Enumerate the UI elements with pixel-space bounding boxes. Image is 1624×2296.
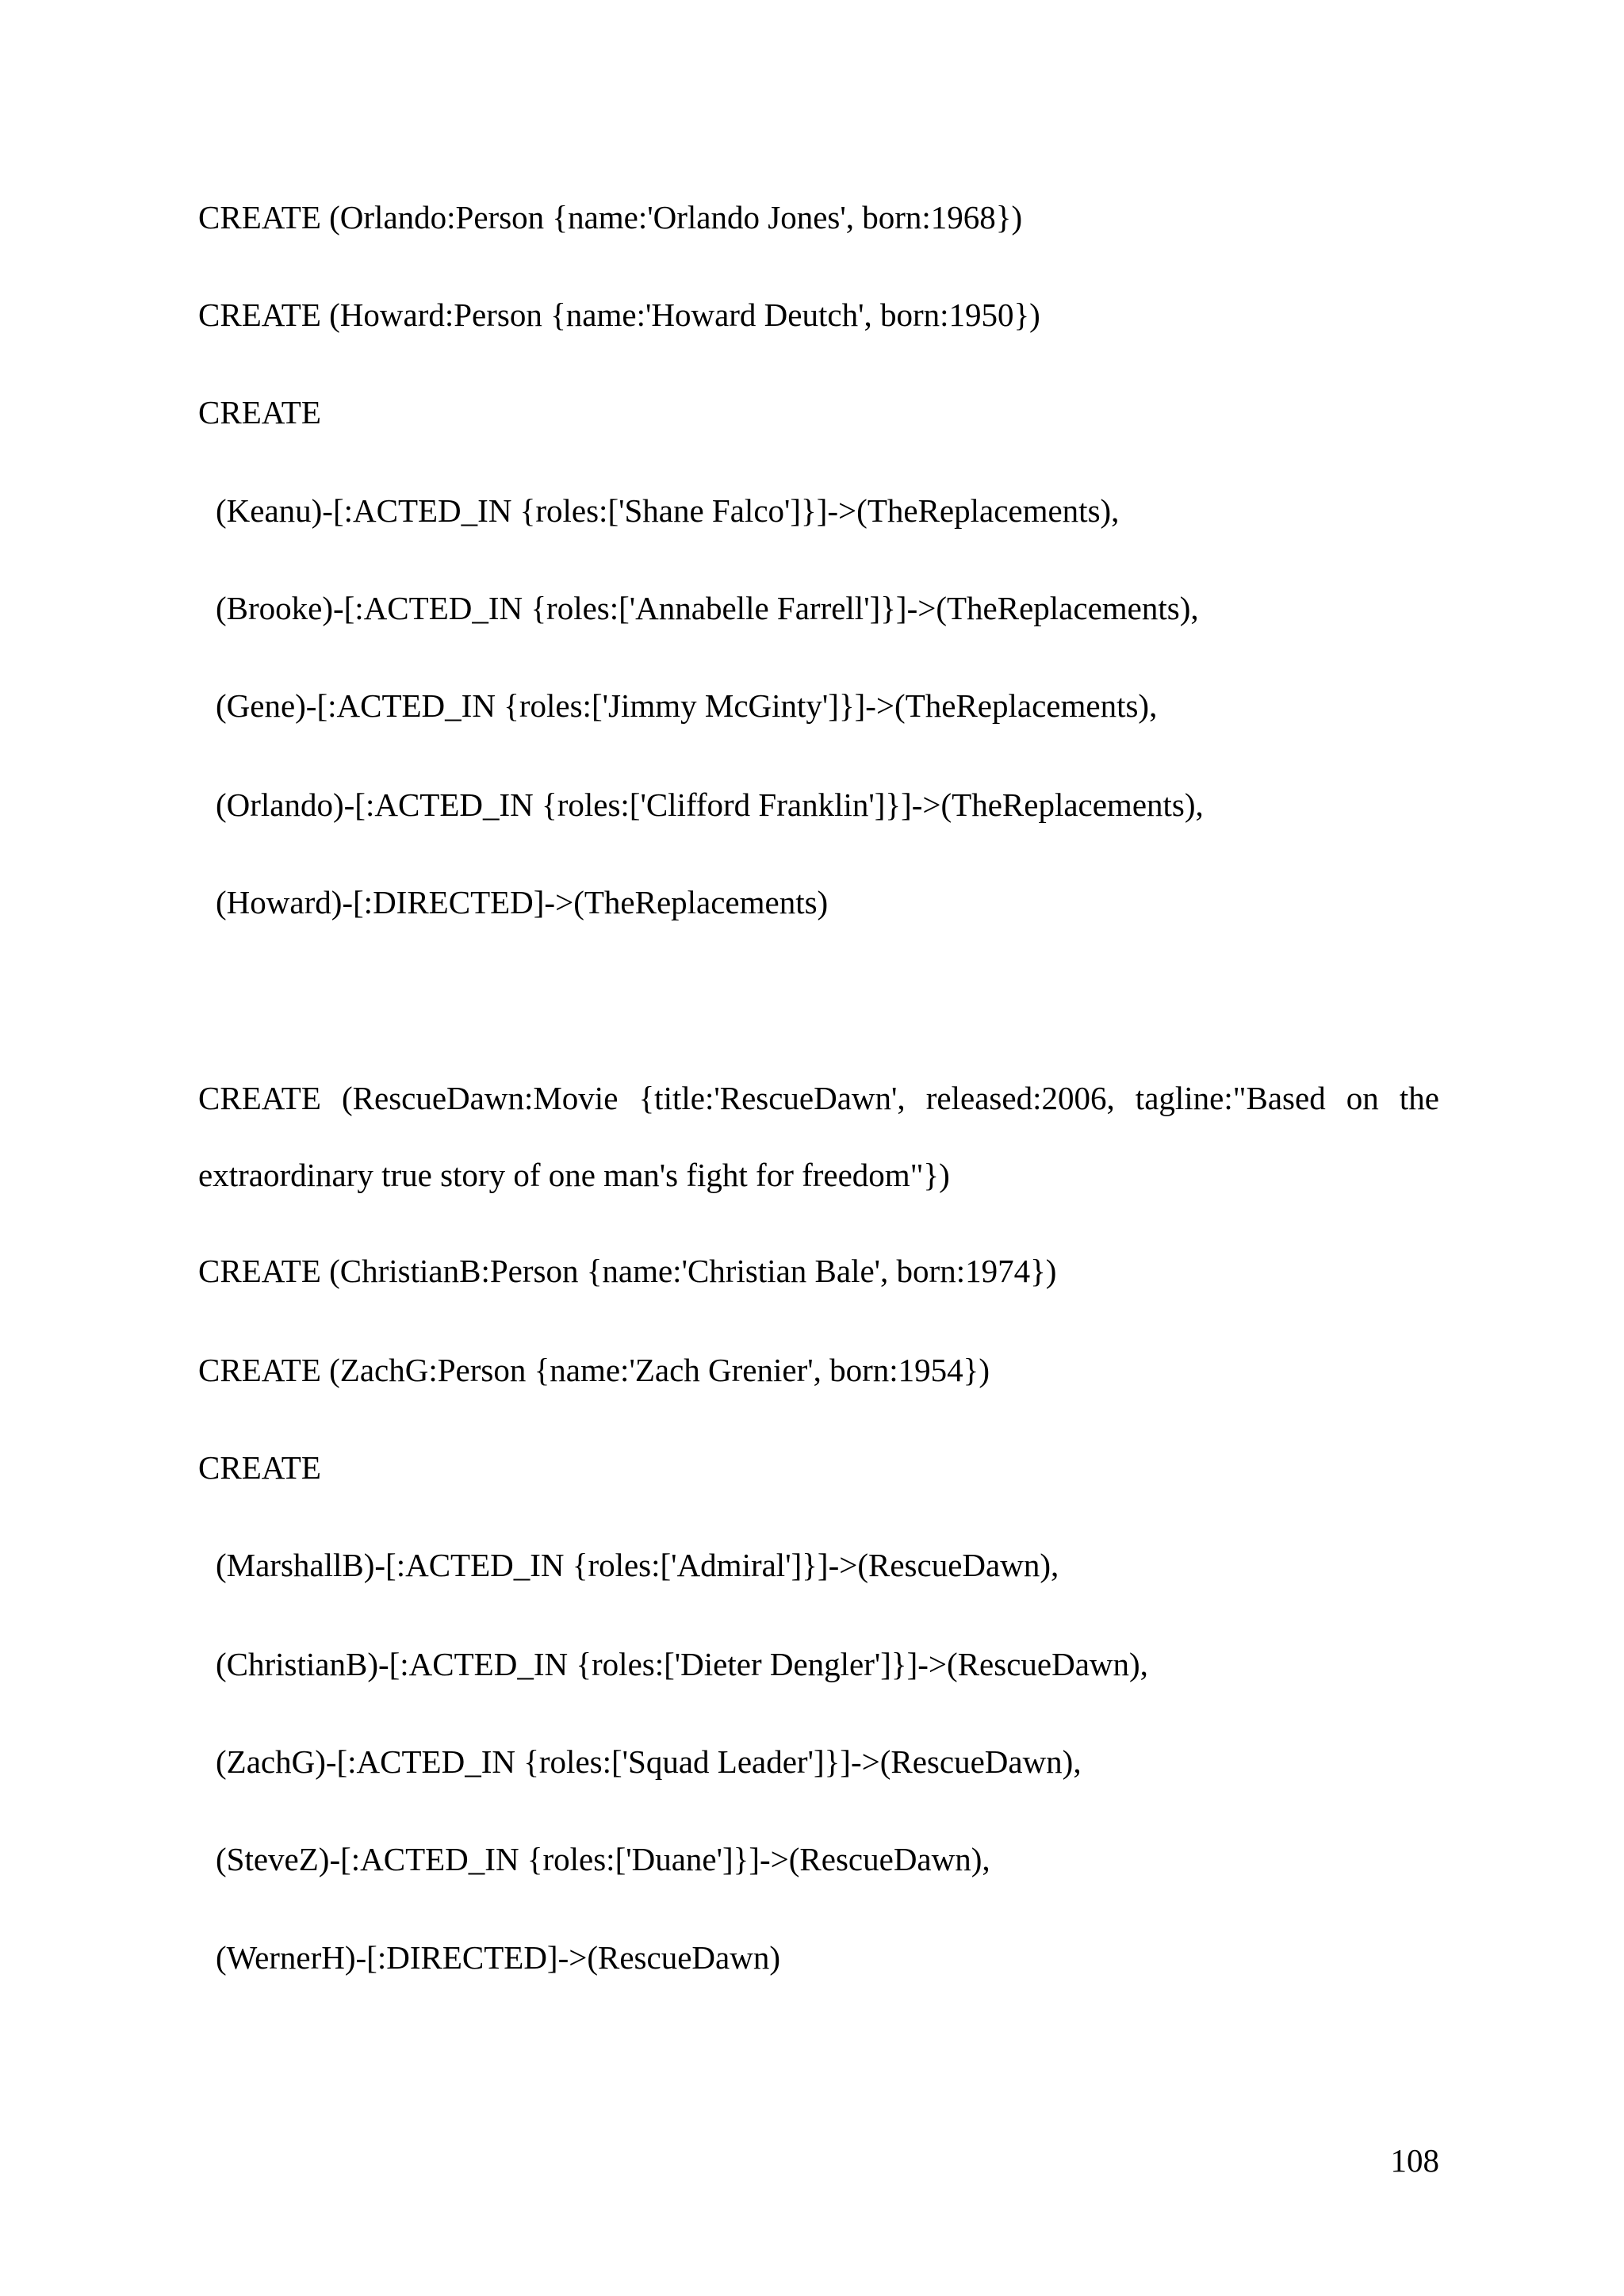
code-line: CREATE (ZachG:Person {name:'Zach Grenier', born:1954})	[198, 1352, 990, 1388]
code-line: (MarshallB)-[:ACTED_IN {roles:['Admiral']}]->(RescueDawn),	[216, 1547, 1059, 1583]
code-line: (SteveZ)-[:ACTED_IN {roles:['Duane']}]->(RescueDawn),	[216, 1841, 990, 1877]
code-line: (Gene)-[:ACTED_IN {roles:['Jimmy McGinty']}]->(TheReplacements),	[216, 687, 1158, 724]
code-line: (ZachG)-[:ACTED_IN {roles:['Squad Leader']}]->(RescueDawn),	[216, 1743, 1082, 1780]
code-line: CREATE (ChristianB:Person {name:'Christian Bale', born:1974})	[198, 1253, 1057, 1289]
code-line: CREATE	[198, 394, 321, 430]
code-line: (Brooke)-[:ACTED_IN {roles:['Annabelle Farrell']}]->(TheReplacements),	[216, 590, 1199, 626]
movie-statement: CREATE (RescueDawn:Movie {title:'RescueDawn', released:2006, tagline:"Based on the extraordinary true story of one man's fight for freedom"})	[198, 1080, 1439, 1193]
code-line: (WernerH)-[:DIRECTED]->(RescueDawn)	[216, 1939, 780, 1976]
code-line: CREATE	[198, 1449, 321, 1486]
code-line: (Keanu)-[:ACTED_IN {roles:['Shane Falco']}]->(TheReplacements),	[216, 492, 1120, 529]
code-line: (Howard)-[:DIRECTED]->(TheReplacements)	[216, 884, 829, 920]
code-line: CREATE (Howard:Person {name:'Howard Deutch', born:1950})	[198, 297, 1040, 333]
page-number: 108	[1390, 2142, 1439, 2179]
code-line: (ChristianB)-[:ACTED_IN {roles:['Dieter Dengler']}]->(RescueDawn),	[216, 1646, 1148, 1682]
code-line: (Orlando)-[:ACTED_IN {roles:['Clifford Franklin']}]->(TheReplacements),	[216, 786, 1204, 823]
code-line: CREATE (Orlando:Person {name:'Orlando Jones', born:1968})	[198, 199, 1023, 235]
